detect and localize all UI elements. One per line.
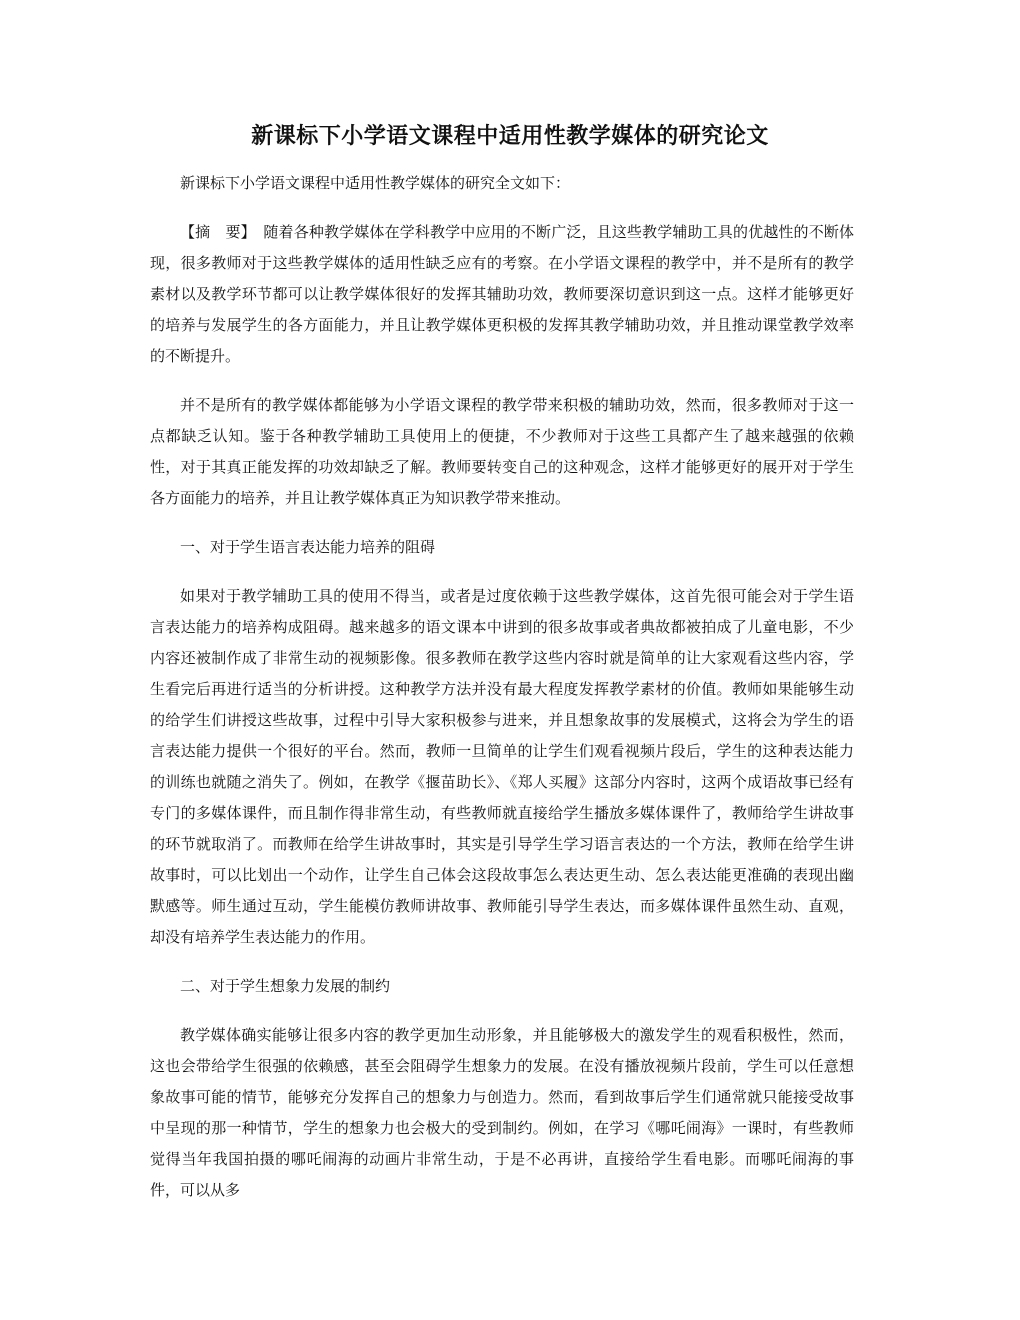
body-paragraph-2: 如果对于教学辅助工具的使用不得当，或者是过度依赖于这些教学媒体，这首先很可能会对于学生语言表达能力的培养构成阻碍。越来越多的语文课本中讲到的很多故事或者典故都被拍成了儿童电影，不少内容还被制作成了非常生动的视频影像。很多教师在教学这些内容时就是简单的让大家观看这些内容，学生看完后再进行适当的分析讲授。这种教学方法并没有最大程度发挥教学素材的价值。教师如果能够生动的给学生们讲授这些故事，过程中引导大家积极参与进来，并且想象故事的发展模式，这将会为学生的语言表达能力提供一个很好的平台。然而，教师一旦简单的让学生们观看视频片段后，学生的这种表达能力的训练也就随之消失了。例如，在教学《揠苗助长》、《郑人买履》这部分内容时，这两个成语故事已经有专门的多媒体课件，而且制作得非常生动，有些教师就直接给学生播放多媒体课件了，教师给学生讲故事的环节就取消了。而教师在给学生讲故事时，其实是引导学生学习语言表达的一个方法，教师在给学生讲故事时，可以比划出一个动作，让学生自己体会这段故事怎么表达更生动、怎么表达能更准确的表现出幽默感等。师生通过互动，学生能模仿教师讲故事、教师能引导学生表达，而多媒体课件虽然生动、直观，却没有培养学生表达能力的作用。	[150, 587, 854, 946]
abstract-text: 随着各种教学媒体在学科教学中应用的不断广泛，且这些教学辅助工具的优越性的不断体现，很多教师对于这些教学媒体的适用性缺乏应有的考察。在小学语文课程的教学中，并不是所有的教学素材以及教学环节都可以让教学媒体很好的发挥其辅助功效，教师要深切意识到这一点。这样才能够更好的培养与发展学生的各方面能力，并且让教学媒体更积极的发挥其教学辅助功效，并且推动课堂教学效率的不断提升。	[150, 223, 854, 365]
body-paragraph-3: 教学媒体确实能够让很多内容的教学更加生动形象，并且能够极大的激发学生的观看积极性，然而，这也会带给学生很强的依赖感，甚至会阻碍学生想象力的发展。在没有播放视频片段前，学生可以任意想象故事可能的情节，能够充分发挥自己的想象力与创造力。然而，看到故事后学生们通常就只能接受故事中呈现的那一种情节，学生的想象力也会极大的受到制约。例如，在学习《哪吒闹海》一课时，有些教师觉得当年我国拍摄的哪吒闹海的动画片非常生动，于是不必再讲，直接给学生看电影。而哪吒闹海的事件，可以从多	[150, 1026, 854, 1199]
section-heading-1: 一、对于学生语言表达能力培养的阻碍	[180, 538, 436, 556]
abstract-label: 【摘 要】	[180, 223, 249, 241]
body-paragraph-1: 并不是所有的教学媒体都能够为小学语文课程的教学带来积极的辅助功效，然而，很多教师对于这一点都缺乏认知。鉴于各种教学辅助工具使用上的便捷，不少教师对于这些工具都产生了越来越强的依赖性，对于其真正能发挥的功效却缺乏了解。教师要转变自己的这种观念，这样才能够更好的展开对于学生各方面能力的培养，并且让教学媒体真正为知识教学带来推动。	[150, 396, 854, 507]
abstract-paragraph	[150, 217, 854, 372]
section-heading-2: 二、对于学生想象力发展的制约	[180, 977, 391, 995]
document-body	[150, 168, 854, 1224]
intro-paragraph: 新课标下小学语文课程中适用性教学媒体的研究全文如下：	[180, 174, 571, 192]
document-title: 新课标下小学语文课程中适用性教学媒体的研究论文	[251, 123, 769, 149]
